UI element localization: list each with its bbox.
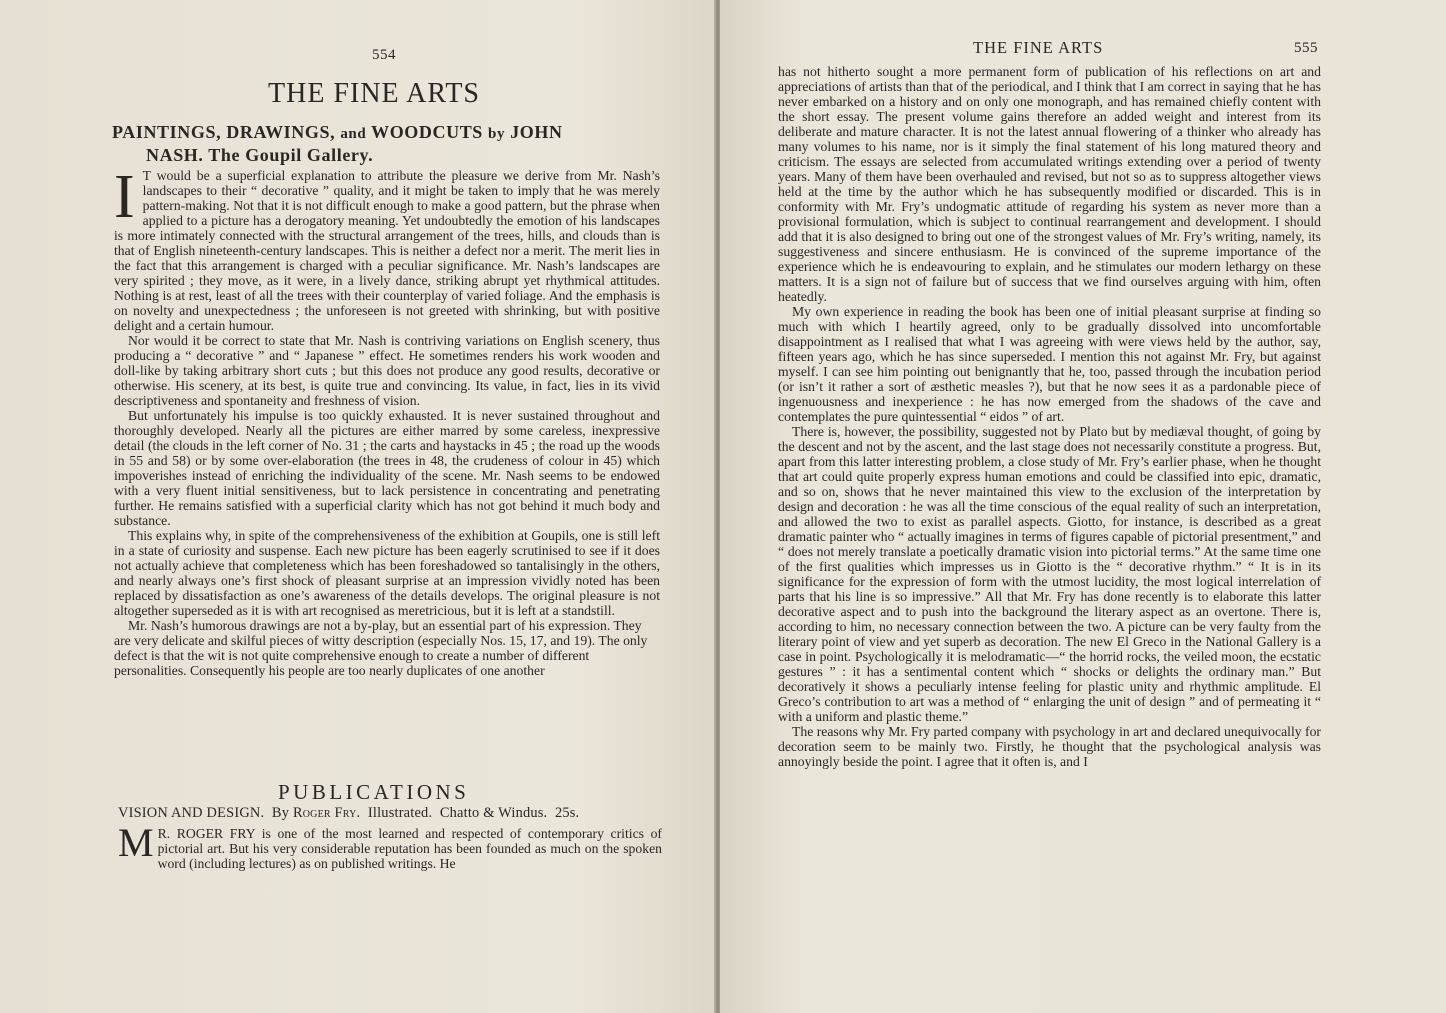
heading-by: by [488,126,506,142]
paragraph: Mr. Nash’s humorous drawings are not a by-play, but an essential part of his expression. They are very delicate and skilful pieces of witty description (especially Nos. 15, 17, and 19). The only defect is that the wit is not quite comprehensive enough to create a number of different personalities. Consequently his people are too nearly duplicates of one another [114,618,648,678]
paragraph: has not hitherto sought a more permanent form of publication of his reflections on art and appreciations of artists than that of the periodical, and I think that I am correct in saying that he has never embarked on a history and on only one monograph, and has remained chiefly content with the short essay. The present volume gains therefore an added weight and interest from its deliberate and mature character. It is not the latest annual flowering of a thinker who already has many volumes to his name, nor is it simply the final statement of his long matured theory and criticism. The essays are selected from accumulated writings extending over a period of twenty years. Many of them have been overhauled and revised, but not so as to suppress altogether views held at the time by the author which he has subsequently modified or discarded. This is in conformity with Mr. Fry’s undogmatic attitude of regarding his system as never more than a provisional formulation, which is subject to continual rearrangement and development. I should add that it is also designed to bring out one of the strongest values of Mr. Fry’s writing, namely, its suggestiveness and sincere enthusiasm. He is convinced of the supreme importance of the experience which he is endeavouring to explain, and he stimulates our modern lethargy on these matters. It is a sign not of failure but of success that we find ourselves arguing with him, often heatedly. [778,64,1321,304]
book-author: Roger Fry. [292,805,361,821]
heading-line-2: NASH. The Goupil Gallery. [146,145,374,165]
heading-and: and [340,126,367,142]
book-illustrated: Illustrated. [367,805,433,821]
heading-part: PAINTINGS, DRAWINGS, [112,122,336,142]
page-number-left: 554 [372,47,396,63]
paragraph: There is, however, the possibility, suggested not by Plato but by mediæval thought, of going by the descent and not by the ascent, and the last stage does not necessarily constitute a progress. But, apart from this latter interesting problem, a close study of Mr. Fry’s earlier phase, when he thought that art could quite properly express human emotions and could be classified into epic, dramatic, and so on, shows that he never maintained this view to the exclusion of the interpretation by design and decoration : he was all the time conscious of the equal reality of such an interpretation, and allowed the two to exist as parallel aspects. Giotto, for instance, is described as a great dramatic painter who “ actually imagines in terms of figures capable of pictorial presentment,” and “ does not merely translate a poetically dramatic vision into pictorial terms.” At the same time one of the first qualities which impresses us in Giotto is the “ decorative rhythm.” “ It is in its significance for the expression of form with the utmost lucidity, the most logical interrelation of parts that his line is so impressive.” All that Mr. Fry has done recently is to elaborate this latter decorative aspect and to push into the background the literary aspect as an overtone. There is, according to him, no necessary connection between the two. A picture can be very faulty from the literary point of view and yet superb as decoration. The new El Greco in the National Gallery is a case in point. Psychologically it is melodramatic—“ the horrid rocks, the veiled moon, the ecstatic gestures ” : it has a sentimental content which “ shocks or delights the ordinary man.” But decoratively it shows a peculiarly intense feeling for plastic unity and rhythmic amplitude. El Greco’s contribution to art was a method of “ enlarging the unit of design ” and of permeating it “ with a uniform and plastic theme.” [778,424,1321,724]
paragraph: My own experience in reading the book has been one of initial pleasant surprise at finding so much with which I heartily agreed, only to be gradually dissolved into uncomfortable disappointment as I realised that what I was agreeing with were views held by the author, say, fifteen years ago, which he has since superseded. I mention this not against Mr. Fry, but against myself. I can see him pointing out benignantly that he, too, passed through the incubation period (or isn’t it rather a sort of æsthetic measles ?), but that he now sees it as a pardonable piece of ingenuousness and inexperience : he has now emerged from the shadows of the cave and contemplates the pure quintessential “ eidos ” of art. [778,304,1321,424]
book-citation [118,805,663,822]
article-heading [112,122,657,166]
heading-part: WOODCUTS [371,122,483,142]
left-page [0,0,716,1013]
article-body [114,163,660,678]
page-number-right: 555 [1294,40,1318,56]
paragraph-text: T would be a superficial explanation to attribute the pleasure we derive from Mr. Nash’s landscapes to their “ decorative ” quality, and it might be taken to imply that he was merely pattern-making. Not that it is not difficult enough to make a good pattern, but the phrase when applied to a picture has a derogatory meaning. Yet undoubtedly the emotion of his landscapes is more intimately connected with the structural arrangement of the trees, hills, and clouds than is that of English nineteenth-century landscapes. This is neither a defect nor a merit. The merit lies in the fact that this arrangement is charged with a peculiar significance. Mr. Nash’s landscapes are very spirited ; they move, as it were, in a lively dance, striking abrupt yet rhythmical attitudes. Nothing is at rest, least of all the trees with their counterplay of varied foliage. And the emphasis is on novelty and unexpectedness ; the unforeseen is not greeted with shrinking, but with positive delight and a certain humour. [114,168,660,333]
paragraph [114,163,660,333]
paragraph: The reasons why Mr. Fry parted company with psychology in art and declared unequivocally for decoration seem to be mainly two. Firstly, he thought that the psychological analysis was annoyingly beside the point. I agree that it often is, and I [778,724,1321,769]
drop-cap: I [114,163,135,231]
publications-body [118,820,662,871]
paragraph-text: R. ROGER FRY is one of the most learned and respected of contemporary critics of pictorial art. But his very considerable reputation has been founded as much on the spoken word (including lectures) as on published writings. He [157,826,662,871]
heading-part: JOHN [510,122,563,142]
paragraph: This explains why, in spite of the comprehensiveness of the exhibition at Goupils, one is still left in a state of curiosity and suspense. Each new picture has been eagerly scrutinised to see if it does not actually achieve that completeness which has been foreshadowed so tantalisingly in the others, and nearly always one’s first shock of pleasant surprise at an impression vividly noted has been replaced by dissatisfaction as one’s awareness of the details develops. The original pleasure is not altogether superseded as it is with art recognised as meretricious, but it is left at a standstill. [114,528,660,618]
running-head: THE FINE ARTS [973,38,1104,57]
paragraph: But unfortunately his impulse is too quickly exhausted. It is never sustained throughout and thoroughly developed. Nearly all the pictures are either marred by some careless, inexpressive detail (the clouds in the left corner of No. 31 ; the carts and haystacks in 45 ; the road up the woods in 55 and 58) or by some over-elaboration (the trees in 48, the crudeness of colour in 45) which impoverishes instead of enriching the individuality of the scene. Mr. Nash seems to be endowed with a very fluent initial sensitiveness, but to lack persistence in concentrating and penetrating further. He remains satisfied with a superficial clarity which has not got behind it much body and substance. [114,408,660,528]
page-title: THE FINE ARTS [268,78,480,109]
book-title: VISION AND DESIGN. [118,805,265,821]
section-title: PUBLICATIONS [278,780,470,804]
book-price: 25s. [554,805,580,821]
paragraph: Nor would it be correct to state that Mr. Nash is contriving variations on English scenery, thus producing a “ decorative ” and “ Japanese ” effect. He sometimes renders his work wooden and doll-like by taking arbitrary short cuts ; but this does not produce any good results, decorative or otherwise. His scenery, at its best, is quite true and convincing. Its value, in fact, lies in its vivid descriptiveness and spontaneity and freshness of vision. [114,333,660,408]
continued-body [778,64,1321,769]
book-by: By [271,805,290,821]
right-page [720,0,1446,1013]
book-publisher: Chatto & Windus. [439,805,548,821]
paragraph [118,820,662,871]
drop-cap: M [118,820,154,865]
